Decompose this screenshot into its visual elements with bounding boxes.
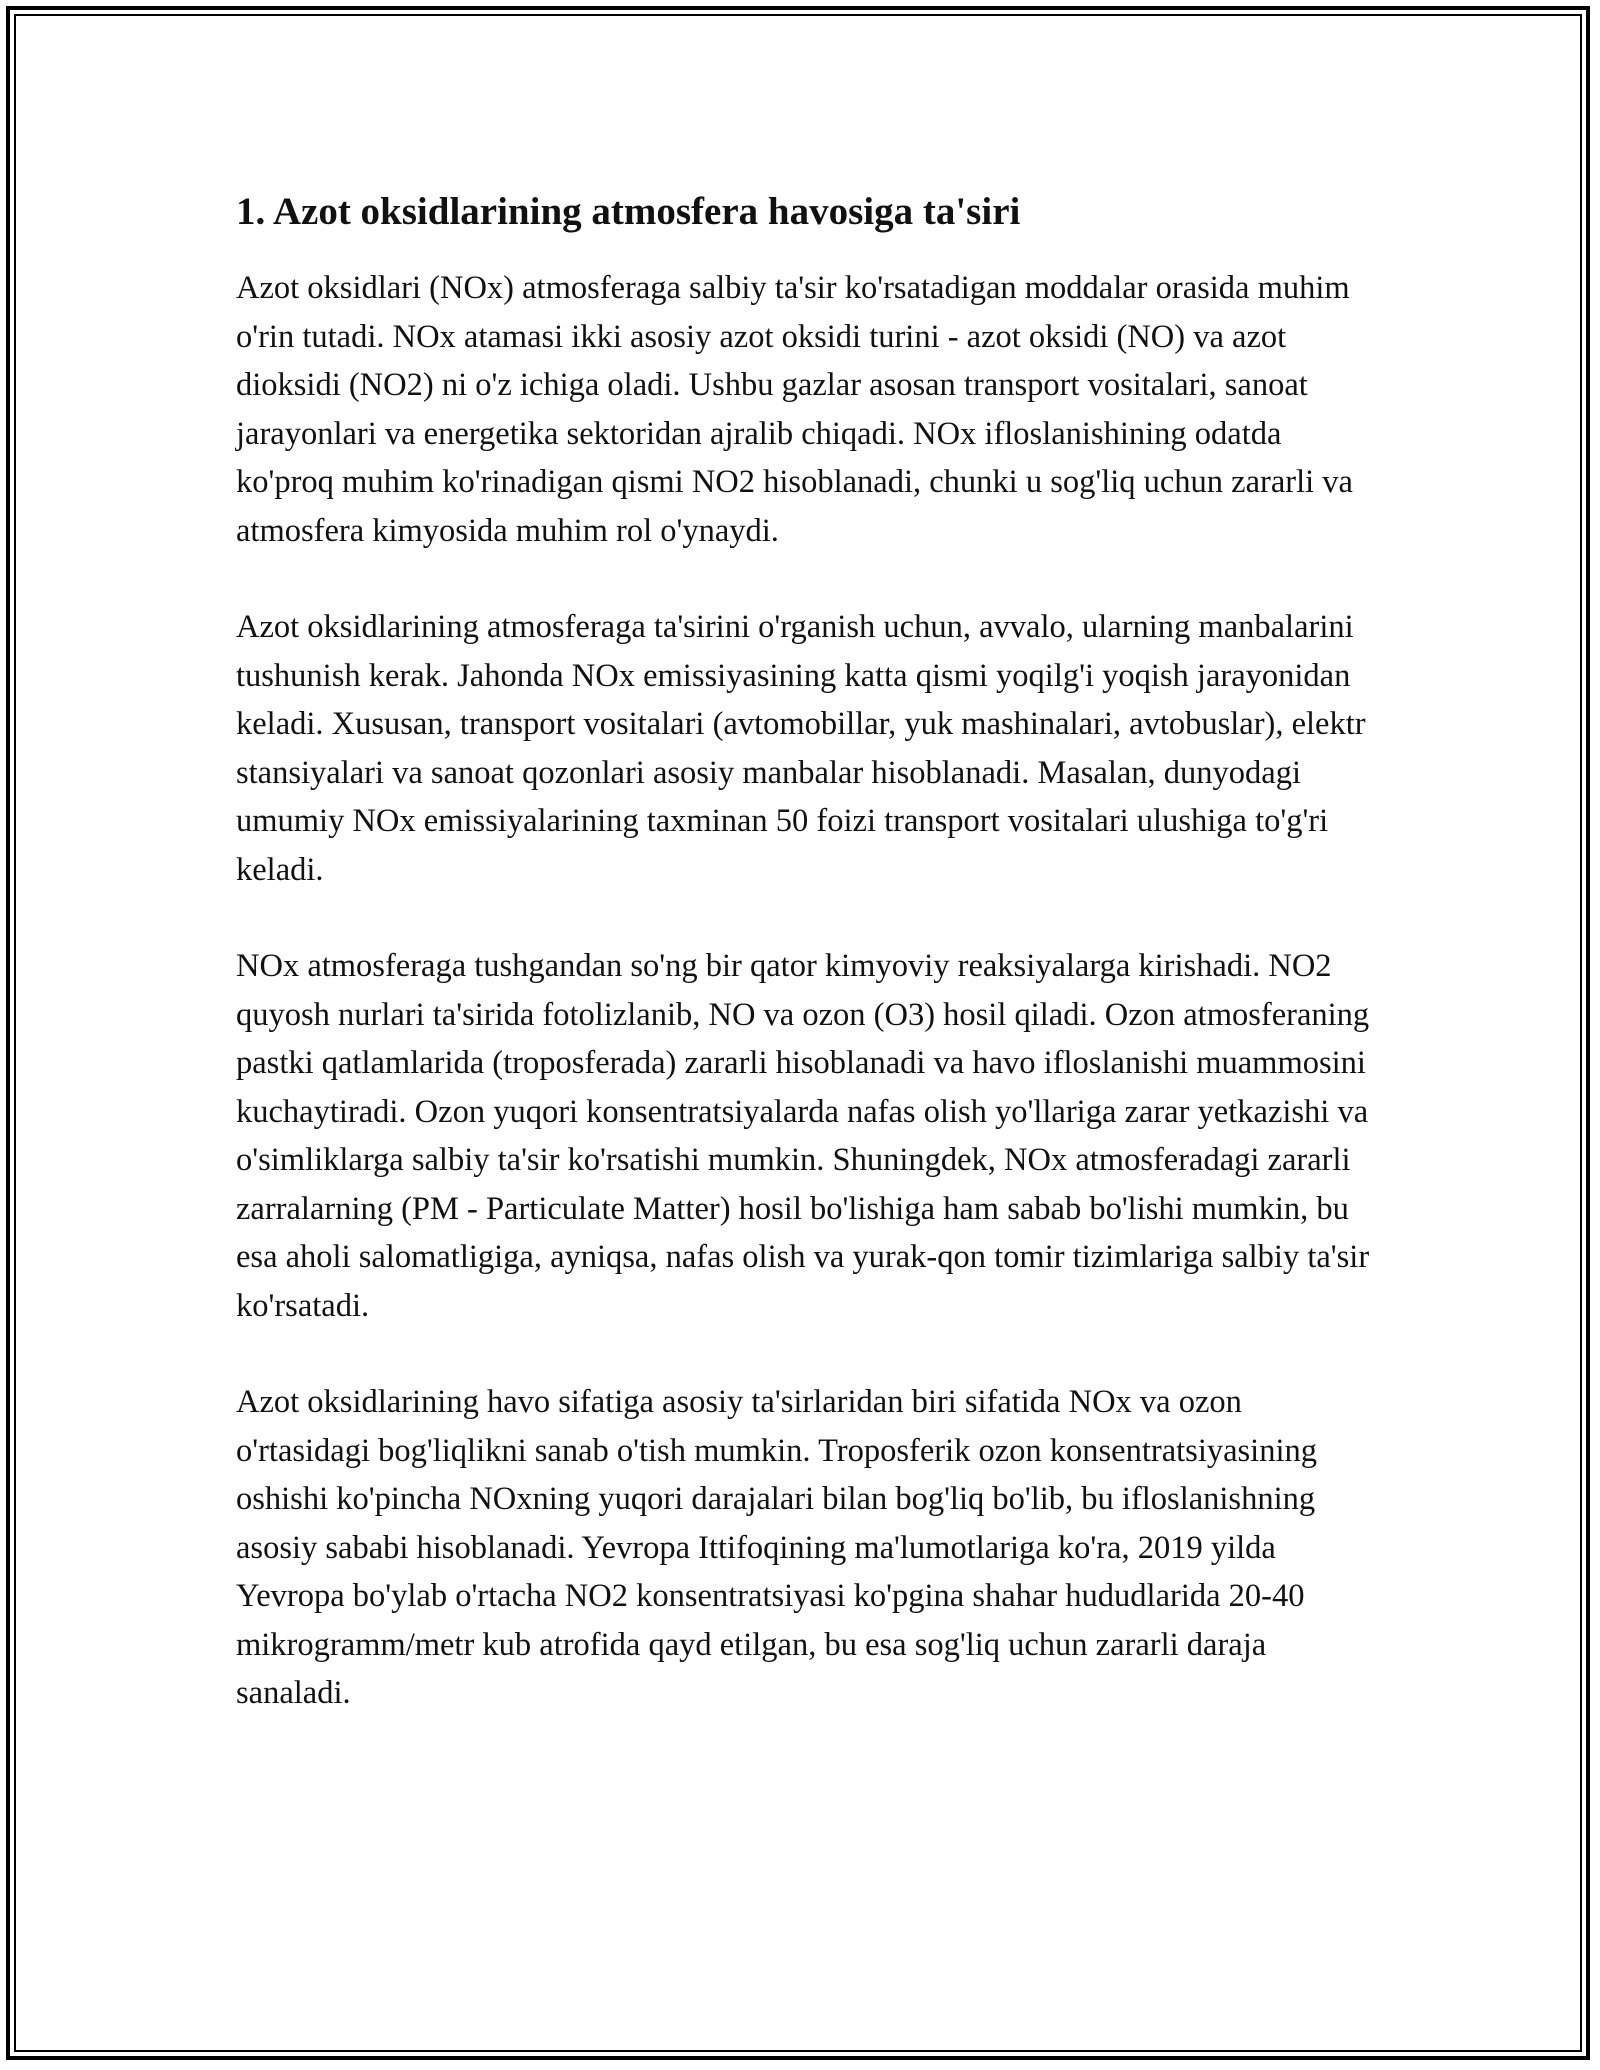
paragraph-4: Azot oksidlarining havo sifatiga asosiy ta'sirlaridan biri sifatida NOx va ozon o'rtasidagi bog'liqlikni sanab o'tish mumkin. Troposferik ozon konsentratsiyasining oshishi ko'pincha NOxning yuqori darajalari bilan bog'liq bo'lib, bu ifloslanishning asosiy sababi hisoblanadi. Yevropa Ittifoqining ma'lumotlariga ko'ra, 2019 yilda Yevropa bo'ylab o'rtacha NO2 konsentratsiyasi ko'pgina shahar hududlarida 20-40 mikrogramm/metr kub atrofida qayd etilgan, bu esa sog'liq uchun zararli daraja sanaladi. [236,1384,1317,1711]
section-heading: 1. Azot oksidlarining atmosfera havosiga ta'siri [236,190,1021,233]
paragraph-2: Azot oksidlarining atmosferaga ta'sirini o'rganish uchun, avvalo, ularning manbalarini tushunish kerak. Jahonda NOx emissiyasining katta qismi yoqilg'i yoqish jarayonidan keladi. Xususan, transport vositalari (avtomobillar, yuk mashinalari, avtobuslar), elektr stansiyalari va sanoat qozonlari asosiy manbalar hisoblanadi. Masalan, dunyodagi umumiy NOx emissiyalarining taxminan 50 foizi transport vositalari ulushiga to'g'ri keladi. [236,609,1366,888]
document-body [236,186,1376,1766]
paragraph-1: Azot oksidlari (NOx) atmosferaga salbiy ta'sir ko'rsatadigan moddalar orasida muhim o'rin tutadi. NOx atamasi ikki asosiy azot oksidi turini - azot oksidi (NO) va azot dioksidi (NO2) ni o'z ichiga oladi. Ushbu gazlar asosan transport vositalari, sanoat jarayonlari va energetika sektoridan ajralib chiqadi. NOx ifloslanishining odatda ko'proq muhim ko'rinadigan qismi NO2 hisoblanadi, chunki u sog'liq uchun zararli va atmosfera kimyosida muhim rol o'ynaydi. [236,270,1353,549]
paragraph-3: NOx atmosferaga tushgandan so'ng bir qator kimyoviy reaksiyalarga kirishadi. NO2 quyosh nurlari ta'sirida fotolizlanib, NO va ozon (O3) hosil qiladi. Ozon atmosferaning pastki qatlamlarida (troposferada) zararli hisoblanadi va havo ifloslanishi muammosini kuchaytiradi. Ozon yuqori konsentratsiyalarda nafas olish yo'llariga zarar yetkazishi va o'simliklarga salbiy ta'sir ko'rsatishi mumkin. Shuningdek, NOx atmosferadagi zararli zarralarning (PM - Particulate Matter) hosil bo'lishiga ham sabab bo'lishi mumkin, bu esa aholi salomatligiga, ayniqsa, nafas olish va yurak-qon tomir tizimlariga salbiy ta'sir ko'rsatadi. [236,948,1370,1324]
